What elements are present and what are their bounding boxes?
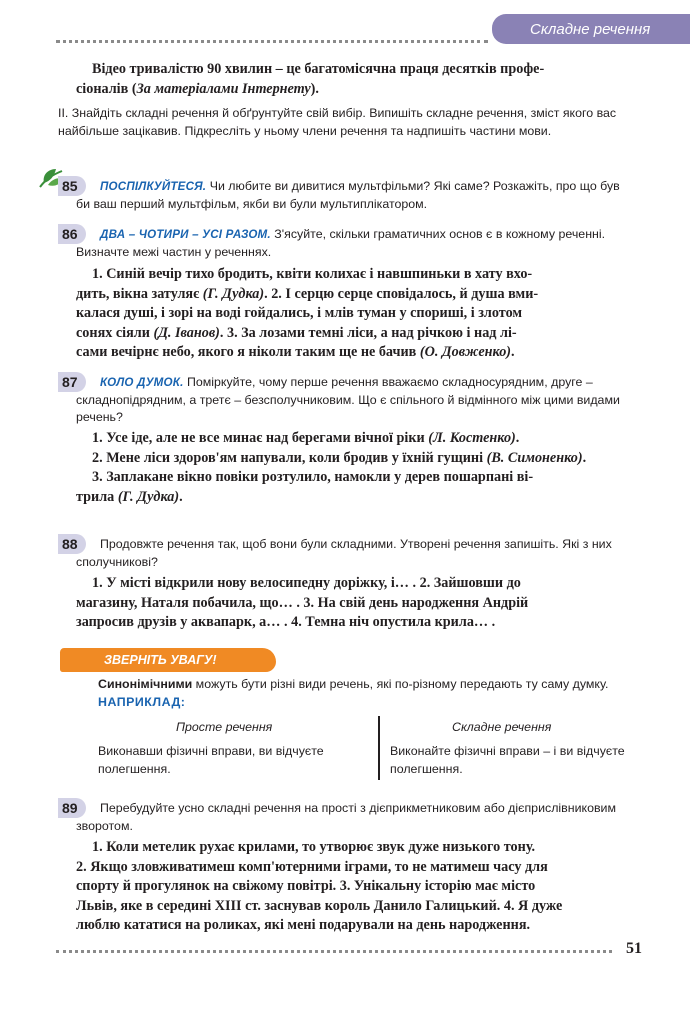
exercise-87-line-text: 2. Мене ліси здоров'ям напували, коли бродив у їхній гущині xyxy=(92,449,487,466)
simple-sentence-heading: Просте речення xyxy=(176,720,273,734)
exercise-88 xyxy=(76,536,632,571)
exercise-87-line-text: . xyxy=(179,488,183,505)
exercise-86-title: ДВА – ЧОТИРИ – УСІ РАЗОМ. xyxy=(100,228,271,241)
bottom-dotted-rule xyxy=(56,950,612,953)
exercise-89-sentences xyxy=(76,838,632,936)
exercise-89-line: 1. Коли метелик рухає крилами, то утворює звук дуже низького тону. xyxy=(92,839,536,855)
exercise-89 xyxy=(76,800,632,835)
chapter-tab xyxy=(492,14,690,44)
exercise-87-title: КОЛО ДУМОК. xyxy=(100,376,184,389)
author-citation: (Г. Дудка) xyxy=(117,488,180,505)
exercise-89-line: Львів, яке в середині XIII ст. заснував король Данило Галицький. 4. Я дуже xyxy=(76,897,563,914)
example-label: НАПРИКЛАД: xyxy=(98,694,186,709)
exercise-85-number: 85 xyxy=(58,176,86,196)
intro-quote-line2: сіоналів ( xyxy=(76,80,137,97)
exercise-87-line-text: 1. Усе іде, але не все минає над берегами вічної ріки xyxy=(92,430,429,446)
exercise-89-line: 2. Якщо зловживатимеш комп'ютерними іграми, то не матимеш часу для xyxy=(76,858,548,875)
exercise-85-title: ПОСПІЛКУЙТЕСЯ. xyxy=(100,180,207,193)
exercise-86-line-text: . 3. За лозами темні ліси, а над річкою і над лі- xyxy=(219,324,517,341)
exercise-86-text: З'ясуйте, скільки граматичних основ є в кожному реченні. Визначте межі частин у реченнях. xyxy=(76,227,606,259)
author-citation: (Л. Костенко) xyxy=(428,430,516,446)
exercise-88-line: запросив друзів у аквапарк, а… . 4. Темна ніч опустила крила… . xyxy=(76,614,496,630)
exercise-87-line-text: . xyxy=(515,430,520,446)
exercise-89-line: спорту й прогулянок на свіжому повітрі. 3. Унікальну історію має місто xyxy=(76,878,536,894)
exercise-89-number: 89 xyxy=(58,798,86,818)
exercise-86-line xyxy=(76,285,632,305)
complex-sentence-heading: Складне речення xyxy=(452,720,552,734)
exercise-86-number: 86 xyxy=(58,224,86,244)
exercise-87-line xyxy=(76,449,632,469)
exercise-88-number: 88 xyxy=(58,534,86,554)
exercise-87-line-text: . xyxy=(582,449,587,466)
notice-text xyxy=(98,676,632,711)
exercise-86-line-text: сонях сіяли xyxy=(76,324,154,341)
exercise-87-line: 3. Заплакане вікно повіки розтулило, намокли у дерев пошарпані ві- xyxy=(92,469,534,485)
chapter-title: Складне речення xyxy=(530,20,651,38)
exercise-86-line-text: . xyxy=(511,344,515,360)
exercise-86-line xyxy=(76,324,632,344)
exercise-88-line: магазину, Наталя побачила, що… . 3. На свій день народження Андрій xyxy=(76,594,529,611)
author-citation: (Д. Іванов) xyxy=(153,324,220,341)
exercise-87-line-text: трила xyxy=(76,488,118,505)
notice-banner xyxy=(60,648,276,672)
exercise-87-sentences xyxy=(76,429,632,507)
page-number: 51 xyxy=(626,940,642,957)
column-divider xyxy=(378,716,380,780)
notice-body: можуть бути різні види речень, які по-різному передають ту саму думку. xyxy=(192,677,609,691)
exercise-86-line xyxy=(76,343,632,363)
simple-sentence-example: Виконавши фізичні вправи, ви відчуєте полегшення. xyxy=(98,744,324,776)
task-two: ІІ. Знайдіть складні речення й обґрунтуйте свій вибір. Випишіть складне речення, зміст якого вас найбільше зацікавив. Підкресліть у ньому члени речення та надпишіть частини мови. xyxy=(58,106,617,138)
exercise-87-number: 87 xyxy=(58,372,86,392)
exercise-87 xyxy=(76,374,632,427)
intro-quote-line1: Відео тривалістю 90 хвилин – це багатомісячна праця десятків профе- xyxy=(92,61,545,77)
exercise-88-text: Продовжте речення так, щоб вони були складними. Утворені речення запишіть. Які з них сполучникові? xyxy=(76,537,612,569)
notice-term: Синонімічними xyxy=(98,677,193,691)
exercise-87-line xyxy=(76,488,632,508)
top-dotted-rule xyxy=(56,40,488,43)
notice-label: ЗВЕРНІТЬ УВАГУ! xyxy=(104,653,217,667)
exercise-86-line-text: дить, вікна затуляє xyxy=(76,285,203,302)
exercise-85-text: Чи любите ви дивитися мультфільми? Які саме? Розкажіть, про що був би ваш перший мультфільм, якби ви були мультиплікатором. xyxy=(76,179,620,211)
exercise-89-line: люблю кататися на роликах, які мені подарували на день народження. xyxy=(76,917,531,933)
intro-quote-source: За матеріалами Інтернету xyxy=(136,80,311,97)
author-citation: (Г. Дудка) xyxy=(202,285,265,302)
intro-quote-end: ). xyxy=(310,80,319,97)
intro-quote xyxy=(76,60,632,99)
exercise-86-line-text: сами вечірнє небо, якого я ніколи таким ще не бачив xyxy=(76,344,420,360)
author-citation: (О. Довженко) xyxy=(419,344,512,360)
exercise-87-line xyxy=(76,429,632,449)
complex-sentence-example: Виконайте фізичні вправи – і ви відчуєте полегшення. xyxy=(390,744,625,776)
exercise-88-sentences xyxy=(76,574,632,633)
exercise-85 xyxy=(76,178,632,213)
exercise-87-text: Поміркуйте, чому перше речення вважаємо складносурядним, друге – складнопідрядним, а третє – безсполучниковим. Що є спільного й відмінного між цими видами речень? xyxy=(76,375,620,424)
exercise-86-line: 1. Синій вечір тихо бродить, квіти колихає і навшпиньки в хату вхо- xyxy=(92,266,533,282)
exercise-86-sentences xyxy=(76,265,632,363)
exercise-88-line: 1. У місті відкрили нову велосипедну доріжку, і… . 2. Зайшовши до xyxy=(92,575,521,591)
exercise-89-text: Перебудуйте усно складні речення на прості з дієприкметниковим або дієприслівниковим зворотом. xyxy=(76,801,616,833)
exercise-86-line: калася душі, і зорі на воді гойдались, і млів туман у спориші, і злотом xyxy=(76,305,523,321)
exercise-86 xyxy=(76,226,632,261)
exercise-86-line-text: . 2. І серцю серце сповідалось, й душа вми- xyxy=(264,285,539,302)
author-citation: (В. Симоненко) xyxy=(486,449,583,466)
